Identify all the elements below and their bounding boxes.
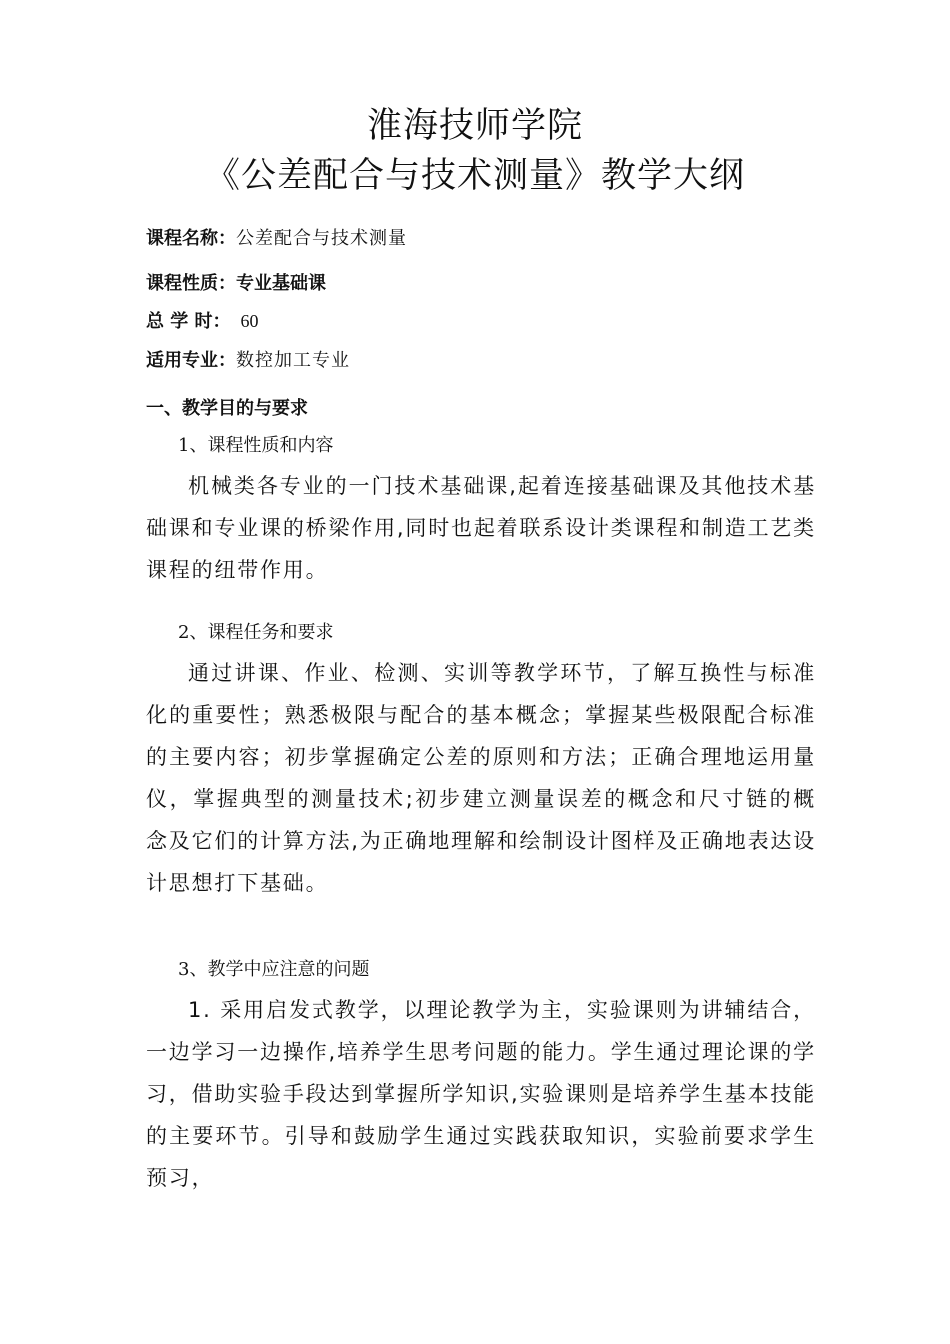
paragraph-course-tasks: 通过讲课、作业、检测、实训等教学环节，了解互换性与标准化的重要性；熟悉极限与配合的基本概念；掌握某些极限配合标准的主要内容；初步掌握确定公差的原则和方法；正确合理地运用量仪，掌握典型的测量技术;初步建立测量误差的概念和尺寸链的概念及它们的计算方法,为正确地理解和绘制设计图样及正确地表达设计思想打下基础。 (146, 661, 816, 895)
total-hours-label: 总 学 时： (146, 311, 231, 332)
major-row (146, 348, 350, 374)
total-hours-row (146, 308, 259, 335)
course-name-row (146, 226, 407, 252)
major-value: 数控加工专业 (236, 350, 350, 371)
document-title: 《公差配合与技术测量》教学大纲 (204, 156, 745, 196)
paragraph-teaching-notes: 1. 采用启发式教学，以理论教学为主，实验课则为讲辅结合，一边学习一边操作,培养学生思考问题的能力。学生通过理论课的学习，借助实验手段达到掌握所学知识,实验课则是培养学生基本技能的主要环节。引导和鼓励学生通过实践获取知识，实验前要求学生预习， (146, 998, 816, 1190)
section-heading: 一、教学目的与要求 (146, 398, 308, 419)
subsection-heading-3: 3、教学中应注意的问题 (178, 959, 370, 980)
course-nature-value: 专业基础课 (236, 273, 326, 294)
course-nature-label: 课程性质： (146, 273, 236, 294)
major-label: 适用专业： (146, 350, 236, 371)
subsection-heading-2: 2、课程任务和要求 (178, 622, 334, 643)
course-name-value: 公差配合与技术测量 (236, 228, 407, 249)
total-hours-value: 60 (240, 311, 259, 331)
subsection-heading-1: 1、课程性质和内容 (178, 435, 334, 456)
course-nature-row (146, 271, 326, 297)
school-name: 淮海技师学院 (366, 106, 583, 146)
course-name-label: 课程名称： (146, 228, 236, 249)
paragraph-course-nature: 机械类各专业的一门技术基础课,起着连接基础课及其他技术基础课和专业课的桥梁作用,同时也起着联系设计类课程和制造工艺类课程的纽带作用。 (146, 474, 816, 582)
